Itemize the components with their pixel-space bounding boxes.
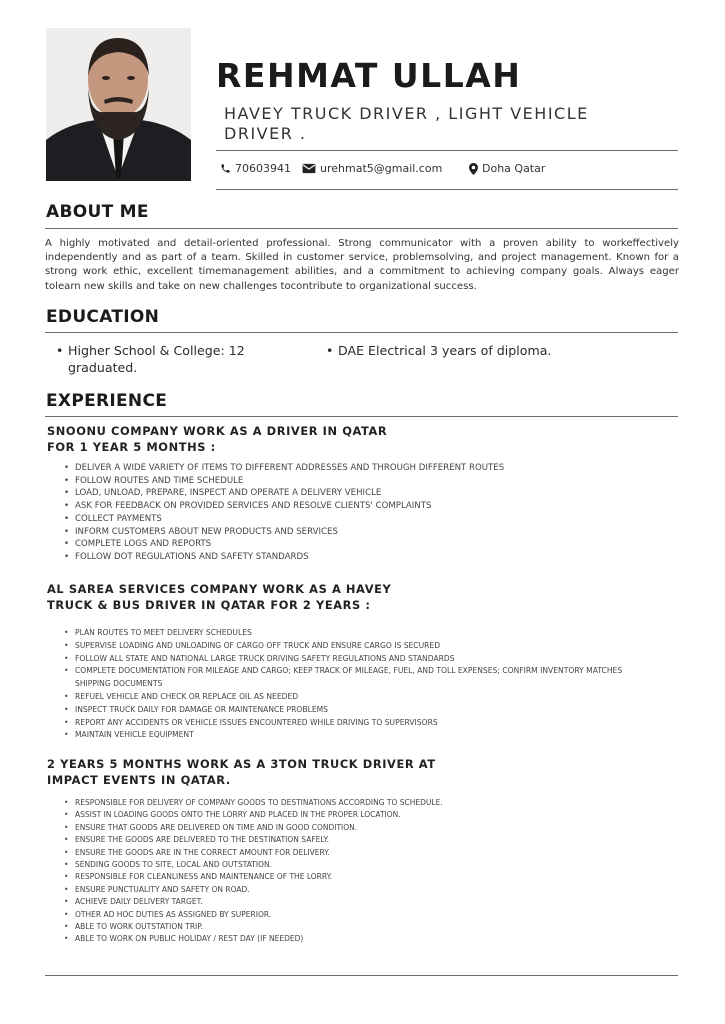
duty-item: • ABLE TO WORK OUTSTATION TRIP. [62, 921, 662, 933]
footer-divider [45, 975, 678, 976]
duty-item: • COMPLETE LOGS AND REPORTS [62, 538, 662, 551]
divider [45, 332, 678, 333]
map-pin-icon [469, 163, 478, 175]
duty-item: • DELIVER A WIDE VARIETY OF ITEMS TO DIFFERENT ADDRESSES AND THROUGH DIFFERENT ROUTES [62, 462, 662, 475]
duty-item: • FOLLOW ROUTES AND TIME SCHEDULE [62, 475, 662, 488]
education-list [322, 342, 642, 359]
experience-heading: EXPERIENCE [46, 391, 168, 411]
duty-item: • ASK FOR FEEDBACK ON PROVIDED SERVICES AND RESOLVE CLIENTS' COMPLAINTS [62, 500, 662, 513]
contact-email [302, 162, 442, 175]
education-item: • Higher School & College: 12 graduated. [52, 342, 262, 376]
duty-item: • ENSURE THE GOODS ARE IN THE CORRECT AMOUNT FOR DELIVERY. [62, 847, 662, 859]
phone-icon [220, 163, 231, 174]
duty-item: • SENDING GOODS TO SITE, LOCAL AND OUTSTATION. [62, 859, 662, 871]
duty-item: • FOLLOW ALL STATE AND NATIONAL LARGE TRUCK DRIVING SAFETY REGULATIONS AND STANDARDS [62, 653, 632, 666]
divider [216, 189, 678, 190]
duty-item: • RESPONSIBLE FOR CLEANLINESS AND MAINTENANCE OF THE LORRY. [62, 871, 662, 883]
duty-list [62, 462, 662, 564]
duty-item: • REFUEL VEHICLE AND CHECK OR REPLACE OIL AS NEEDED [62, 691, 632, 704]
divider [45, 228, 678, 229]
duty-item: • ACHIEVE DAILY DELIVERY TARGET. [62, 896, 662, 908]
contact-info [218, 160, 678, 180]
duty-item: • SUPERVISE LOADING AND UNLOADING OF CARGO OFF TRUCK AND ENSURE CARGO IS SECURED [62, 640, 632, 653]
duty-item: • REPORT ANY ACCIDENTS OR VEHICLE ISSUES ENCOUNTERED WHILE DRIVING TO SUPERVISORS [62, 717, 632, 730]
profile-photo [46, 28, 191, 181]
duty-item: • RESPONSIBLE FOR DELIVERY OF COMPANY GOODS TO DESTINATIONS ACCORDING TO SCHEDULE. [62, 797, 662, 809]
duty-item: • ABLE TO WORK ON PUBLIC HOLIDAY / REST DAY (IF NEEDED) [62, 933, 662, 945]
duty-item: • COLLECT PAYMENTS [62, 513, 662, 526]
job-role: HAVEY TRUCK DRIVER , LIGHT VEHICLE DRIVER . [224, 104, 589, 143]
divider [45, 416, 678, 417]
envelope-icon [302, 163, 316, 174]
location-text: Doha Qatar [482, 162, 546, 175]
duty-item: • FOLLOW DOT REGULATIONS AND SAFETY STANDARDS [62, 551, 662, 564]
phone-number: 70603941 [235, 162, 291, 175]
duty-item: • ASSIST IN LOADING GOODS ONTO THE LORRY AND PLACED IN THE PROPER LOCATION. [62, 809, 662, 821]
job-title: AL SAREA SERVICES COMPANY WORK AS A HAVEY TRUCK & BUS DRIVER IN QATAR FOR 2 YEARS : [47, 582, 392, 612]
education-item: • DAE Electrical 3 years of diploma. [322, 342, 642, 359]
duty-item: • PLAN ROUTES TO MEET DELIVERY SCHEDULES [62, 627, 632, 640]
duty-item: • ENSURE THE GOODS ARE DELIVERED TO THE DESTINATION SAFELY. [62, 834, 662, 846]
candidate-name: REHMAT ULLAH [216, 56, 522, 95]
duty-list [62, 627, 632, 742]
about-heading: ABOUT ME [46, 202, 149, 222]
duty-item: • MAINTAIN VEHICLE EQUIPMENT [62, 729, 632, 742]
email-address: urehmat5@gmail.com [320, 162, 443, 175]
duty-item: • INSPECT TRUCK DAILY FOR DAMAGE OR MAINTENANCE PROBLEMS [62, 704, 632, 717]
duty-list [62, 797, 662, 946]
duty-item: • OTHER AD HOC DUTIES AS ASSIGNED BY SUPERIOR. [62, 909, 662, 921]
divider [216, 150, 678, 151]
about-text: A highly motivated and detail-oriented professional. Strong communicator with a proven ability to workeffectively independently and as part of a team. Skilled in customer service, problemsolving, and project management. Known for a strong work ethic, excellent timemanagement abilities, and a commitment to achieving company goals. Always eager tolearn new skills and take on new challenges tocontribute to organizational success. [45, 238, 679, 292]
duty-item: • COMPLETE DOCUMENTATION FOR MILEAGE AND CARGO; KEEP TRACK OF MILEAGE, FUEL, AND TOLL EXPENSES; CONFIRM INVENTORY MATCHES SHIPPING DOCUMENTS [62, 665, 632, 691]
duty-item: • ENSURE THAT GOODS ARE DELIVERED ON TIME AND IN GOOD CONDITION. [62, 822, 662, 834]
job-title: 2 YEARS 5 MONTHS WORK AS A 3TON TRUCK DRIVER AT IMPACT EVENTS IN QATAR. [47, 757, 436, 787]
contact-phone [220, 162, 291, 175]
job-title: SNOONU COMPANY WORK AS A DRIVER IN QATAR FOR 1 YEAR 5 MONTHS : [47, 424, 388, 454]
education-list [52, 342, 262, 376]
duty-item: • LOAD, UNLOAD, PREPARE, INSPECT AND OPERATE A DELIVERY VEHICLE [62, 487, 662, 500]
education-heading: EDUCATION [46, 307, 160, 327]
contact-location [469, 162, 545, 175]
duty-item: • ENSURE PUNCTUALITY AND SAFETY ON ROAD. [62, 884, 662, 896]
duty-item: • INFORM CUSTOMERS ABOUT NEW PRODUCTS AND SERVICES [62, 526, 662, 539]
